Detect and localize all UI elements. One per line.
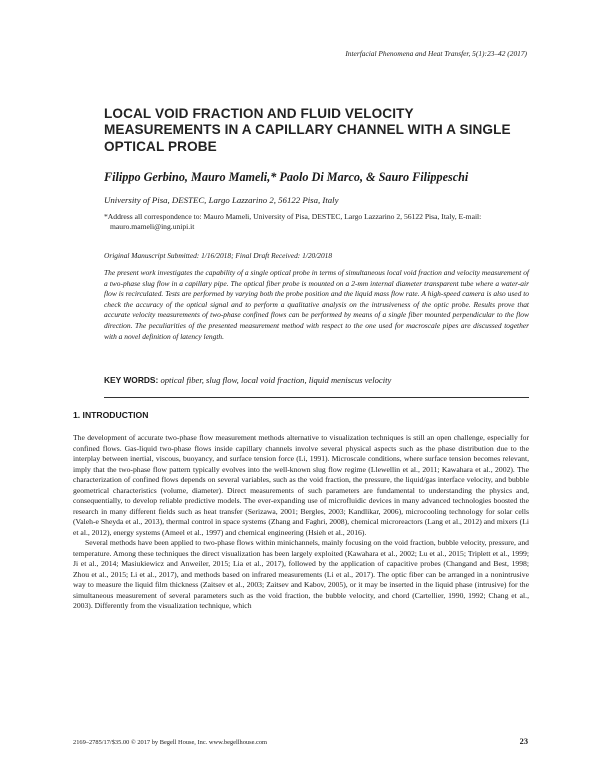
footer-copyright: 2169–2785/17/$35.00 © 2017 by Begell House, Inc. www.begellhouse.com [73, 739, 268, 746]
journal-citation: Interfacial Phenomena and Heat Transfer, 5(1):23–42 (2017) [345, 49, 527, 58]
submission-dates: Original Manuscript Submitted: 1/16/2018; Final Draft Received: 1/20/2018 [104, 251, 333, 260]
abstract-divider [104, 397, 529, 398]
page-number: 23 [519, 737, 528, 746]
paper-title: LOCAL VOID FRACTION AND FLUID VELOCITY MEASUREMENTS IN A CAPILLARY CHANNEL WITH A SINGLE OPTICAL PROBE [104, 106, 511, 154]
section-heading-introduction: 1. INTRODUCTION [73, 410, 149, 420]
paragraph: The development of accurate two-phase flow measurement methods alternative to visualization techniques is still an open challenge, especially for confined flows. Gas-liquid two-phase flows inside capillary channels involve several physical aspects such as the phase distribution due to the interplay between inertial, viscous, buoyancy, and surface tension force (Li, 1991). Microscale conditions, where surface tension becomes relevant, imply that the two-phase flow pattern typically evolves into the well-known slug flow regime (Llewellin et al., 2011; Kawahara et al., 2002). The characterization of confined flows depends on several variables, such as the void fraction, the pressure, the liquid/gas interface velocity, and bubble geometrical characteristics (volume, diameter). Direct measurements of such parameters are fundamental to understanding the physics and, consequentially, to develop reliable predictive models. The ever-expanding use of microfluidic devices in many advanced technologies boosted the research in many different fields such as heat transfer (Serizawa, 2001; Bergles, 2003; Kandlikar, 2006), microcooling technology for solar cells (Valeh-e Sheyda et al., 2013), thermal control in space systems (Zhang and Faghri, 2008), chemical microreactors (Lang et al., 2012) and mixers (Li et al., 2012), energy systems (Ameel et al., 1997) and chemical engineering (Hsieh et al., 2016). [73, 433, 529, 537]
keywords-label: KEY WORDS: [104, 375, 159, 385]
correspondence-note: *Address all correspondence to: Mauro Mameli, University of Pisa, DESTEC, Largo Lazzarino 2, 56122 Pisa, Italy, E-mail: mauro.mameli@ing.unipi.it [104, 212, 482, 231]
affiliation: University of Pisa, DESTEC, Largo Lazzarino 2, 56122 Pisa, Italy [104, 195, 339, 205]
body-text [73, 433, 529, 612]
paragraph: Several methods have been applied to two-phase flows within minichannels, mainly focusing on the void fraction, bubble velocity, pressure, and temperature. Among these techniques the direct visualization has been largely exploited (Kawahara et al., 2002; Lu et al., 2015; Triplett et al., 1999; Ji et al., 2014; Masiukiewicz and Anweiler, 2015; Lia et al., 2017), followed by the application of capacitive probes (Changand and Best, 1998; Zhou et al., 2015; Li et al., 2017), and methods based on infrared measurements (Li et al., 2017). The optic fiber can be arranged in a nonintrusive way to measure the liquid film thickness (Zaitsev et al., 2003; Zaitsev and Kabov, 2005), or it may be inserted in the liquid phase (intrusive) for the simultaneous measurement of several parameters such as the void fraction, the bubble velocity, and chord (Cartellier, 1990, 1992; Chang et al., 2003). Differently from the visualization technique, which [73, 538, 529, 610]
author-list: Filippo Gerbino, Mauro Mameli,* Paolo Di Marco, & Sauro Filippeschi [104, 170, 469, 184]
keywords-list: optical fiber, slug flow, local void fraction, liquid meniscus velocity [160, 375, 392, 385]
keywords [104, 375, 534, 385]
abstract: The present work investigates the capability of a single optical probe in terms of simultaneous local void fraction and velocity measurement of a two-phase slug flow in a capillary pipe. The optical fiber probe is mounted on a 2-mm internal diameter transparent tube where a water-air flow is recirculated. Tests are performed by varying both the probe position and the liquid mass flow rate. A high-speed camera is also used to check the accuracy of the optical signal and to perform a qualitative analysis on the intrusiveness of the optic probe. Results prove that accurate velocity measurements of two-phase confined flows can be performed by means of a single fiber mounted perpendicular to the flow direction. The peculiarities of the presented measurement method with respect to the one used for macroscale pipes are discussed together with a novel definition of latency length. [104, 268, 529, 341]
